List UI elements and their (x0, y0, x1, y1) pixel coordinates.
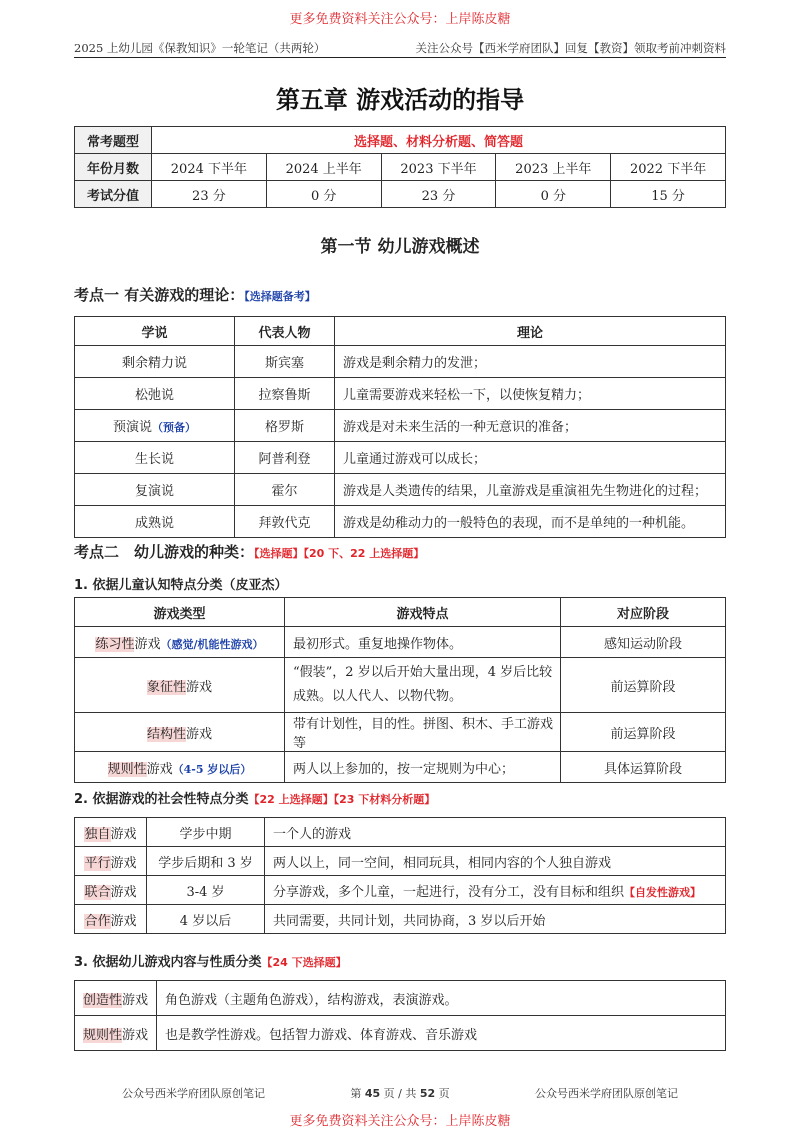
game-stage: 前运算阶段 (561, 658, 726, 713)
kp1-heading (74, 284, 316, 305)
table-row (75, 154, 726, 181)
social-desc: 两人以上，同一空间，相同玩具，相同内容的个人独自游戏 (265, 847, 726, 876)
table-row (75, 752, 726, 783)
table-row (75, 474, 726, 506)
question-types: 选择题、材料分析题、简答题 (152, 127, 726, 154)
social-type-cell (75, 847, 147, 876)
column-header: 游戏特点 (285, 598, 561, 627)
social-type-cell (75, 818, 147, 847)
social-desc: 分享游戏，多个儿童，一起进行，没有分工，没有目标和组织 (273, 884, 625, 900)
table-row (75, 658, 726, 713)
social-type-highlight: 合作 (84, 913, 111, 929)
table-row (75, 127, 726, 154)
cognitive-classification-table (74, 597, 726, 783)
row-label: 常考题型 (75, 127, 152, 154)
social-age: 学步中期 (147, 818, 265, 847)
page-prefix: 第 (350, 1087, 362, 1100)
year-cell: 2024 下半年 (152, 154, 267, 181)
exam-overview-table (74, 126, 726, 208)
game-type-cell (75, 658, 285, 713)
year-cell: 2022 下半年 (611, 154, 726, 181)
game-type-highlight: 规则性 (107, 761, 147, 777)
game-type-highlight: 练习性 (95, 636, 135, 652)
table-row (75, 1016, 726, 1051)
table-row (75, 627, 726, 658)
game-feature: 最初形式。重复地操作物体。 (285, 627, 561, 658)
row-label: 考试分值 (75, 181, 152, 208)
social-type-highlight: 联合 (84, 884, 111, 900)
content-type-suffix: 游戏 (122, 992, 149, 1008)
social-desc: 一个人的游戏 (265, 818, 726, 847)
game-type-highlight: 结构性 (146, 726, 186, 742)
theory-tag: （预备） (152, 421, 196, 434)
theory-name: 复演说 (75, 474, 235, 506)
theory-person: 拜敦代克 (235, 506, 335, 538)
sub1-title: 1. 依据儿童认知特点分类（皮亚杰） (74, 578, 288, 593)
table-row (75, 442, 726, 474)
page-suffix: 页 (438, 1087, 450, 1100)
game-type-cell (75, 627, 285, 658)
theory-name: 预演说 (112, 420, 152, 435)
kp1-tag: 【选择题备考】 (244, 290, 316, 303)
game-type-suffix: 游戏 (186, 679, 213, 695)
game-feature: 带有计划性，目的性。拼图、积木、手工游戏等 (285, 713, 561, 752)
game-feature: “假装”，2 岁以后开始大量出现，4 岁后比较成熟。以人代人、以物代物。 (285, 658, 561, 713)
game-type-tag: （感觉/机能性游戏） (160, 637, 264, 651)
game-type-cell (75, 713, 285, 752)
promo-banner-bottom: 更多免费资料关注公众号：上岸陈皮糖 (289, 1114, 511, 1129)
score-cell: 0 分 (266, 181, 381, 208)
social-type-suffix: 游戏 (110, 884, 137, 900)
total-pages: 52 (419, 1087, 436, 1100)
social-desc: 共同需要，共同计划，共同协商，3 岁以后开始 (265, 905, 726, 934)
social-type-suffix: 游戏 (110, 826, 137, 842)
sub2-title: 2. 依据游戏的社会性特点分类 (74, 792, 249, 807)
table-row (75, 847, 726, 876)
column-header: 对应阶段 (561, 598, 726, 627)
content-type-highlight: 创造性 (82, 992, 122, 1008)
social-age: 4 岁以后 (147, 905, 265, 934)
social-age: 3-4 岁 (147, 876, 265, 905)
social-age: 学步后期和 3 岁 (147, 847, 265, 876)
social-type-suffix: 游戏 (110, 913, 137, 929)
table-header-row (75, 598, 726, 627)
theory-name: 成熟说 (75, 506, 235, 538)
table-row (75, 378, 726, 410)
table-row (75, 346, 726, 378)
year-cell: 2023 上半年 (496, 154, 611, 181)
social-type-highlight: 独自 (84, 826, 111, 842)
game-type-tag: （4-5 岁以后） (172, 762, 252, 776)
sub2-heading (74, 788, 435, 807)
theory-desc: 儿童通过游戏可以成长； (335, 442, 726, 474)
header-divider (74, 57, 726, 58)
column-header: 游戏类型 (75, 598, 285, 627)
theory-name-cell (75, 410, 235, 442)
year-cell: 2024 上半年 (266, 154, 381, 181)
row-label: 年份月数 (75, 154, 152, 181)
table-row (75, 876, 726, 905)
table-row (75, 713, 726, 752)
kp1-title: 考点一 有关游戏的理论： (74, 286, 245, 304)
game-feature: 两人以上参加的，按一定规则为中心； (285, 752, 561, 783)
social-type-cell (75, 905, 147, 934)
footer-right: 公众号西米学府团队原创笔记 (535, 1087, 678, 1100)
sub3-title: 3. 依据幼儿游戏内容与性质分类 (74, 955, 262, 970)
social-tag: 【自发性游戏】 (624, 885, 702, 899)
game-type-cell (75, 752, 285, 783)
social-type-highlight: 平行 (84, 855, 111, 871)
theory-desc: 游戏是幼稚动力的一般特色的表现，而不是单纯的一种机能。 (335, 506, 726, 538)
score-cell: 23 分 (152, 181, 267, 208)
table-row (75, 818, 726, 847)
theory-person: 霍尔 (235, 474, 335, 506)
table-row (75, 181, 726, 208)
social-classification-table (74, 817, 726, 934)
current-page: 45 (364, 1087, 381, 1100)
footer-left: 公众号西米学府团队原创笔记 (122, 1087, 265, 1100)
column-header: 代表人物 (235, 317, 335, 346)
table-row (75, 981, 726, 1016)
column-header: 理论 (335, 317, 726, 346)
column-header: 学说 (75, 317, 235, 346)
kp2-tag: 【选择题】【20 下、22 上选择题】 (254, 547, 425, 560)
content-classification-table (74, 980, 726, 1051)
content-type-cell (75, 1016, 157, 1051)
theory-name: 生长说 (75, 442, 235, 474)
table-header-row (75, 317, 726, 346)
sub3-tag: 【24 下选择题】 (261, 956, 347, 969)
header-left: 2025 上幼儿园《保教知识》一轮笔记（共两轮） (74, 41, 326, 55)
theory-person: 拉察鲁斯 (235, 378, 335, 410)
theory-table (74, 316, 726, 538)
header-right: 关注公众号【西米学府团队】回复【教资】领取考前冲刺资料 (415, 41, 726, 55)
theory-person: 格罗斯 (235, 410, 335, 442)
social-desc-cell (265, 876, 726, 905)
content-type-suffix: 游戏 (122, 1027, 149, 1043)
game-type-suffix: 游戏 (134, 636, 161, 652)
theory-name: 剩余精力说 (75, 346, 235, 378)
game-stage: 具体运算阶段 (561, 752, 726, 783)
game-type-suffix: 游戏 (146, 761, 173, 777)
theory-person: 斯宾塞 (235, 346, 335, 378)
promo-banner-top: 更多免费资料关注公众号：上岸陈皮糖 (289, 12, 511, 27)
chapter-title: 第五章 游戏活动的指导 (275, 86, 525, 114)
score-cell: 23 分 (381, 181, 496, 208)
page-header (74, 40, 726, 56)
theory-desc: 游戏是剩余精力的发泄； (335, 346, 726, 378)
social-type-cell (75, 876, 147, 905)
section-title: 第一节 幼儿游戏概述 (320, 237, 480, 257)
theory-person: 阿普利登 (235, 442, 335, 474)
page-mid: 页 / 共 (383, 1087, 417, 1100)
game-type-suffix: 游戏 (186, 726, 213, 742)
theory-desc: 游戏是对未来生活的一种无意识的准备； (335, 410, 726, 442)
theory-desc: 儿童需要游戏来轻松一下，以使恢复精力； (335, 378, 726, 410)
table-row (75, 905, 726, 934)
content-type-cell (75, 981, 157, 1016)
year-cell: 2023 下半年 (381, 154, 496, 181)
kp2-title: 考点二 幼儿游戏的种类： (74, 543, 255, 561)
table-row (75, 506, 726, 538)
social-type-suffix: 游戏 (110, 855, 137, 871)
kp2-heading (74, 541, 424, 562)
score-cell: 15 分 (611, 181, 726, 208)
content-desc: 角色游戏（主题角色游戏），结构游戏，表演游戏。 (157, 981, 726, 1016)
game-stage: 感知运动阶段 (561, 627, 726, 658)
sub2-tag: 【22 上选择题】【23 下材料分析题】 (248, 793, 436, 806)
score-cell: 0 分 (496, 181, 611, 208)
content-desc: 也是教学性游戏。包括智力游戏、体育游戏、音乐游戏 (157, 1016, 726, 1051)
sub3-heading (74, 951, 347, 970)
theory-desc: 游戏是人类遗传的结果，儿童游戏是重演祖先生物进化的过程； (335, 474, 726, 506)
theory-name: 松弛说 (75, 378, 235, 410)
table-row (75, 410, 726, 442)
game-type-highlight: 象征性 (146, 679, 186, 695)
game-stage: 前运算阶段 (561, 713, 726, 752)
content-type-highlight: 规则性 (82, 1027, 122, 1043)
